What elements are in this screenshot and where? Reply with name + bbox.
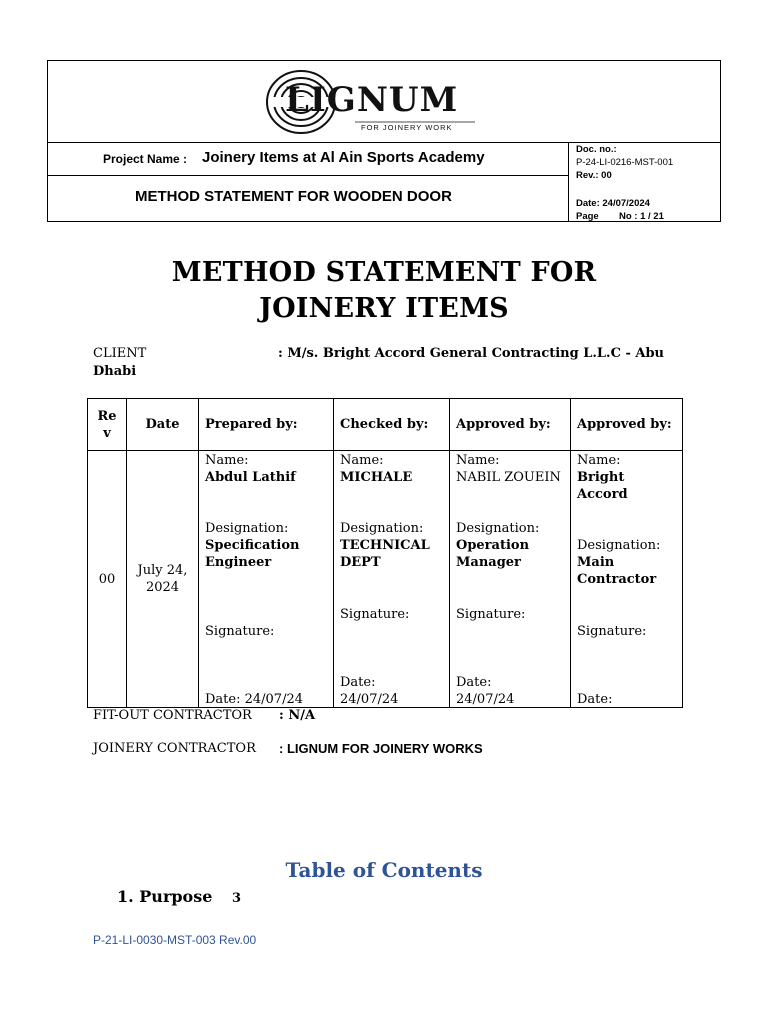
footer-document-ref: P-21-LI-0030-MST-003 Rev.00	[93, 933, 257, 947]
rev-value: 00	[98, 572, 116, 587]
page-label: Page	[576, 211, 599, 222]
doc-date: Date: 24/07/2024	[576, 198, 650, 209]
fitout-contractor-value: : N/A	[279, 708, 316, 723]
prepared-designation-2: Engineer	[205, 555, 272, 570]
svg-text:FOR JOINERY WORK: FOR JOINERY WORK	[361, 123, 453, 132]
table-header-row	[88, 399, 683, 451]
approval-table	[87, 398, 683, 708]
approved-designation-2: Manager	[456, 555, 521, 570]
project-name-value: Joinery Items at Al Ain Sports Academy	[202, 149, 485, 166]
approved-signature-label: Signature:	[456, 607, 526, 622]
page-number: No : 1 / 21	[619, 211, 664, 222]
checked-name: MICHALE	[340, 470, 413, 485]
table-of-contents-title: Table of Contents	[285, 858, 483, 882]
approved-by-cell	[450, 451, 571, 708]
toc-item-purpose[interactable]: 1. Purpose	[117, 887, 213, 906]
header-prepared-by: Prepared by:	[199, 399, 334, 451]
main-title-line-1: METHOD STATEMENT FOR	[171, 257, 597, 288]
joinery-contractor-label: JOINERY CONTRACTOR	[93, 741, 256, 756]
header-approved-by-2: Approved by:	[571, 399, 683, 451]
project-name-label: Project Name :	[103, 152, 188, 166]
prepared-date: Date: 24/07/24	[205, 692, 303, 707]
svg-text:LIGNUM: LIGNUM	[285, 80, 459, 120]
prepared-signature-label: Signature:	[205, 624, 275, 639]
checked-by-cell	[334, 451, 450, 708]
header-date: Date	[127, 399, 199, 451]
main-title-line-2: JOINERY ITEMS	[259, 293, 509, 324]
approved2-designation-2: Contractor	[577, 572, 657, 587]
approved2-designation-label: Designation:	[577, 538, 661, 553]
client-value: : M/s. Bright Accord General Contracting L.L.C - Abu	[278, 346, 664, 361]
toc-item-page-number: 3	[232, 891, 242, 906]
date-line-2: 2024	[145, 580, 180, 595]
approved-by-2-cell	[571, 451, 683, 708]
main-title	[0, 255, 768, 327]
approved-date-label: Date:	[456, 675, 492, 690]
approved2-date-label: Date:	[577, 692, 613, 707]
approved2-signature-label: Signature:	[577, 624, 647, 639]
prepared-designation-label: Designation:	[205, 521, 289, 536]
checked-signature-label: Signature:	[340, 607, 410, 622]
approved2-name-label: Name:	[577, 453, 621, 468]
doc-no-value: P-24-LI-0216-MST-001	[576, 157, 674, 168]
approved2-name-2: Accord	[577, 487, 628, 502]
date-cell	[127, 451, 199, 708]
method-statement-title: METHOD STATEMENT FOR WOODEN DOOR	[135, 188, 452, 205]
header-approved-by: Approved by:	[450, 399, 571, 451]
doc-no-label: Doc. no.:	[576, 144, 617, 155]
checked-name-label: Name:	[340, 453, 384, 468]
prepared-designation-1: Specification	[205, 538, 300, 553]
date-line-1: July 24,	[137, 563, 188, 578]
approved2-name-1: Bright	[577, 470, 625, 485]
joinery-contractor-value: : LIGNUM FOR JOINERY WORKS	[279, 741, 483, 756]
approved-name: NABIL ZOUEIN	[456, 470, 561, 485]
fitout-contractor-label: FIT-OUT CONTRACTOR	[93, 708, 252, 723]
checked-designation-label: Designation:	[340, 521, 424, 536]
project-name-cell	[48, 142, 569, 176]
revision: Rev.: 00	[576, 170, 612, 181]
checked-designation-1: TECHNICAL	[340, 538, 430, 553]
prepared-name-label: Name:	[205, 453, 249, 468]
table-row	[88, 451, 683, 708]
method-title-cell	[48, 176, 569, 221]
lignum-logo	[263, 67, 493, 137]
client-value-wrap: Dhabi	[93, 364, 137, 379]
approved-designation-label: Designation:	[456, 521, 540, 536]
approved-designation-1: Operation	[456, 538, 530, 553]
checked-date: 24/07/24	[340, 692, 399, 707]
logo-row	[48, 61, 720, 143]
document-info-cell	[569, 142, 720, 221]
approved-name-label: Name:	[456, 453, 500, 468]
document-header-box	[47, 60, 721, 222]
approved2-designation-1: Main	[577, 555, 615, 570]
checked-date-label: Date:	[340, 675, 376, 690]
prepared-by-cell	[199, 451, 334, 708]
approved-date: 24/07/24	[456, 692, 515, 707]
prepared-name: Abdul Lathif	[205, 470, 296, 485]
header-checked-by: Checked by:	[334, 399, 450, 451]
checked-designation-2: DEPT	[340, 555, 381, 570]
header-rev: Re v	[88, 399, 127, 451]
client-label: CLIENT	[93, 346, 147, 361]
rev-cell	[88, 451, 127, 708]
